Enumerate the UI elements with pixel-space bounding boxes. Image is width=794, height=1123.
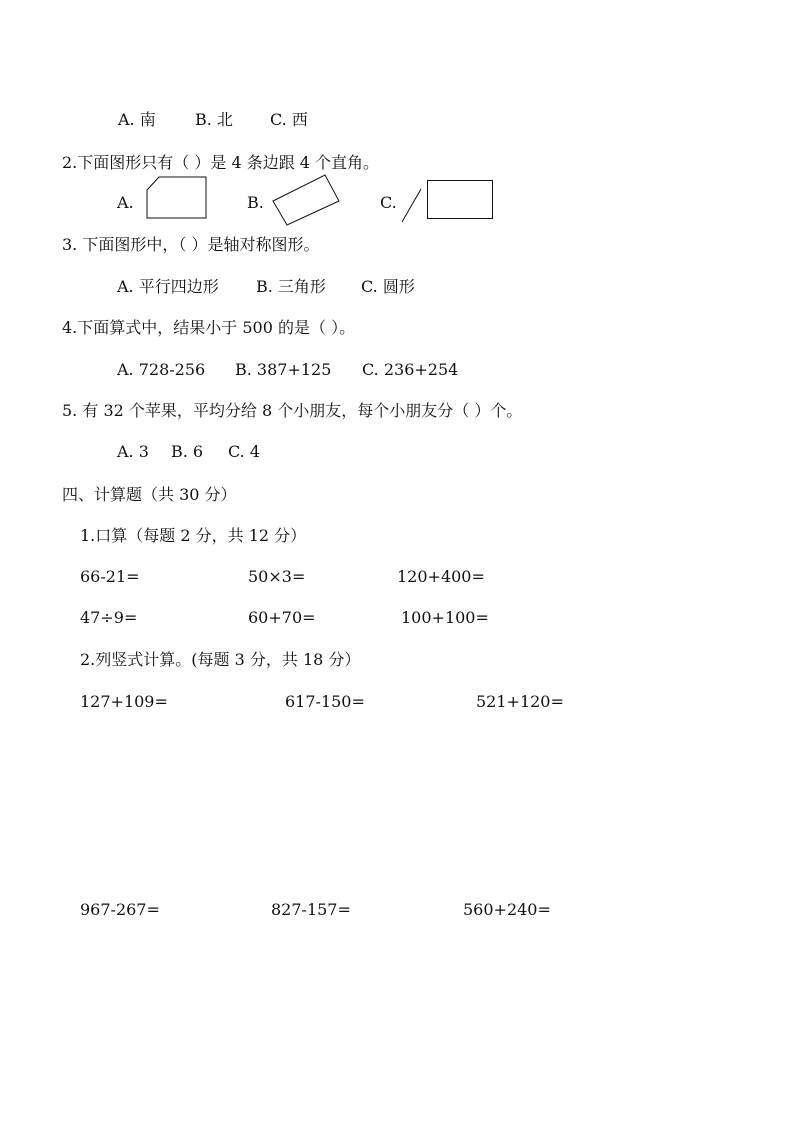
q4-option-b: B. 387+125 [235,360,332,379]
q4-stem: 4.下面算式中，结果小于 500 的是（ ）。 [62,318,356,337]
q1-option-b: B. 北 [195,110,233,129]
q5-stem: 5. 有 32 个苹果，平均分给 8 个小朋友，每个小朋友分（ ）个。 [62,401,523,420]
q4-option-c: C. 236+254 [362,360,459,379]
q2-option-c: C. [380,193,397,212]
oral-calc-item: 100+100= [401,608,489,627]
q3-option-a: A. 平行四边形 [117,277,219,296]
q5-option-b: B. 6 [171,442,204,461]
q2-shape-b-tilted-rectangle [270,172,342,228]
q1-option-c: C. 西 [270,110,308,129]
vertical-calc-title: 2.列竖式计算。(每题 3 分，共 18 分） [80,650,361,669]
section-4-title: 四、计算题（共 30 分） [62,485,237,504]
q2-option-a: A. [117,193,134,212]
oral-calc-title: 1.口算（每题 2 分，共 12 分） [80,526,307,545]
q2-shape-a-clipped-rectangle [145,176,209,220]
oral-calc-item: 120+400= [397,567,485,586]
vertical-calc-item: 967-267= [80,900,160,919]
q5-option-a: A. 3 [117,442,149,461]
oral-calc-item: 60+70= [248,608,316,627]
oral-calc-item: 50×3= [248,567,306,586]
q1-option-a: A. 南 [118,110,156,129]
vertical-calc-item: 617-150= [285,692,365,711]
oral-calc-item: 47÷9= [80,608,138,627]
q5-option-c: C. 4 [228,442,261,461]
q3-option-c: C. 圆形 [361,277,415,296]
q2-shape-c-rectangle-with-slash [398,178,498,224]
q3-option-b: B. 三角形 [256,277,326,296]
q2-option-b: B. [247,193,264,212]
q4-option-a: A. 728-256 [117,360,206,379]
vertical-calc-item: 560+240= [463,900,551,919]
q2-stem: 2.下面图形只有（ ）是 4 条边跟 4 个直角。 [62,153,380,172]
q3-stem: 3. 下面图形中，（ ）是轴对称图形。 [62,235,320,254]
vertical-calc-item: 827-157= [271,900,351,919]
vertical-calc-item: 127+109= [80,692,168,711]
oral-calc-item: 66-21= [80,567,140,586]
vertical-calc-item: 521+120= [476,692,564,711]
